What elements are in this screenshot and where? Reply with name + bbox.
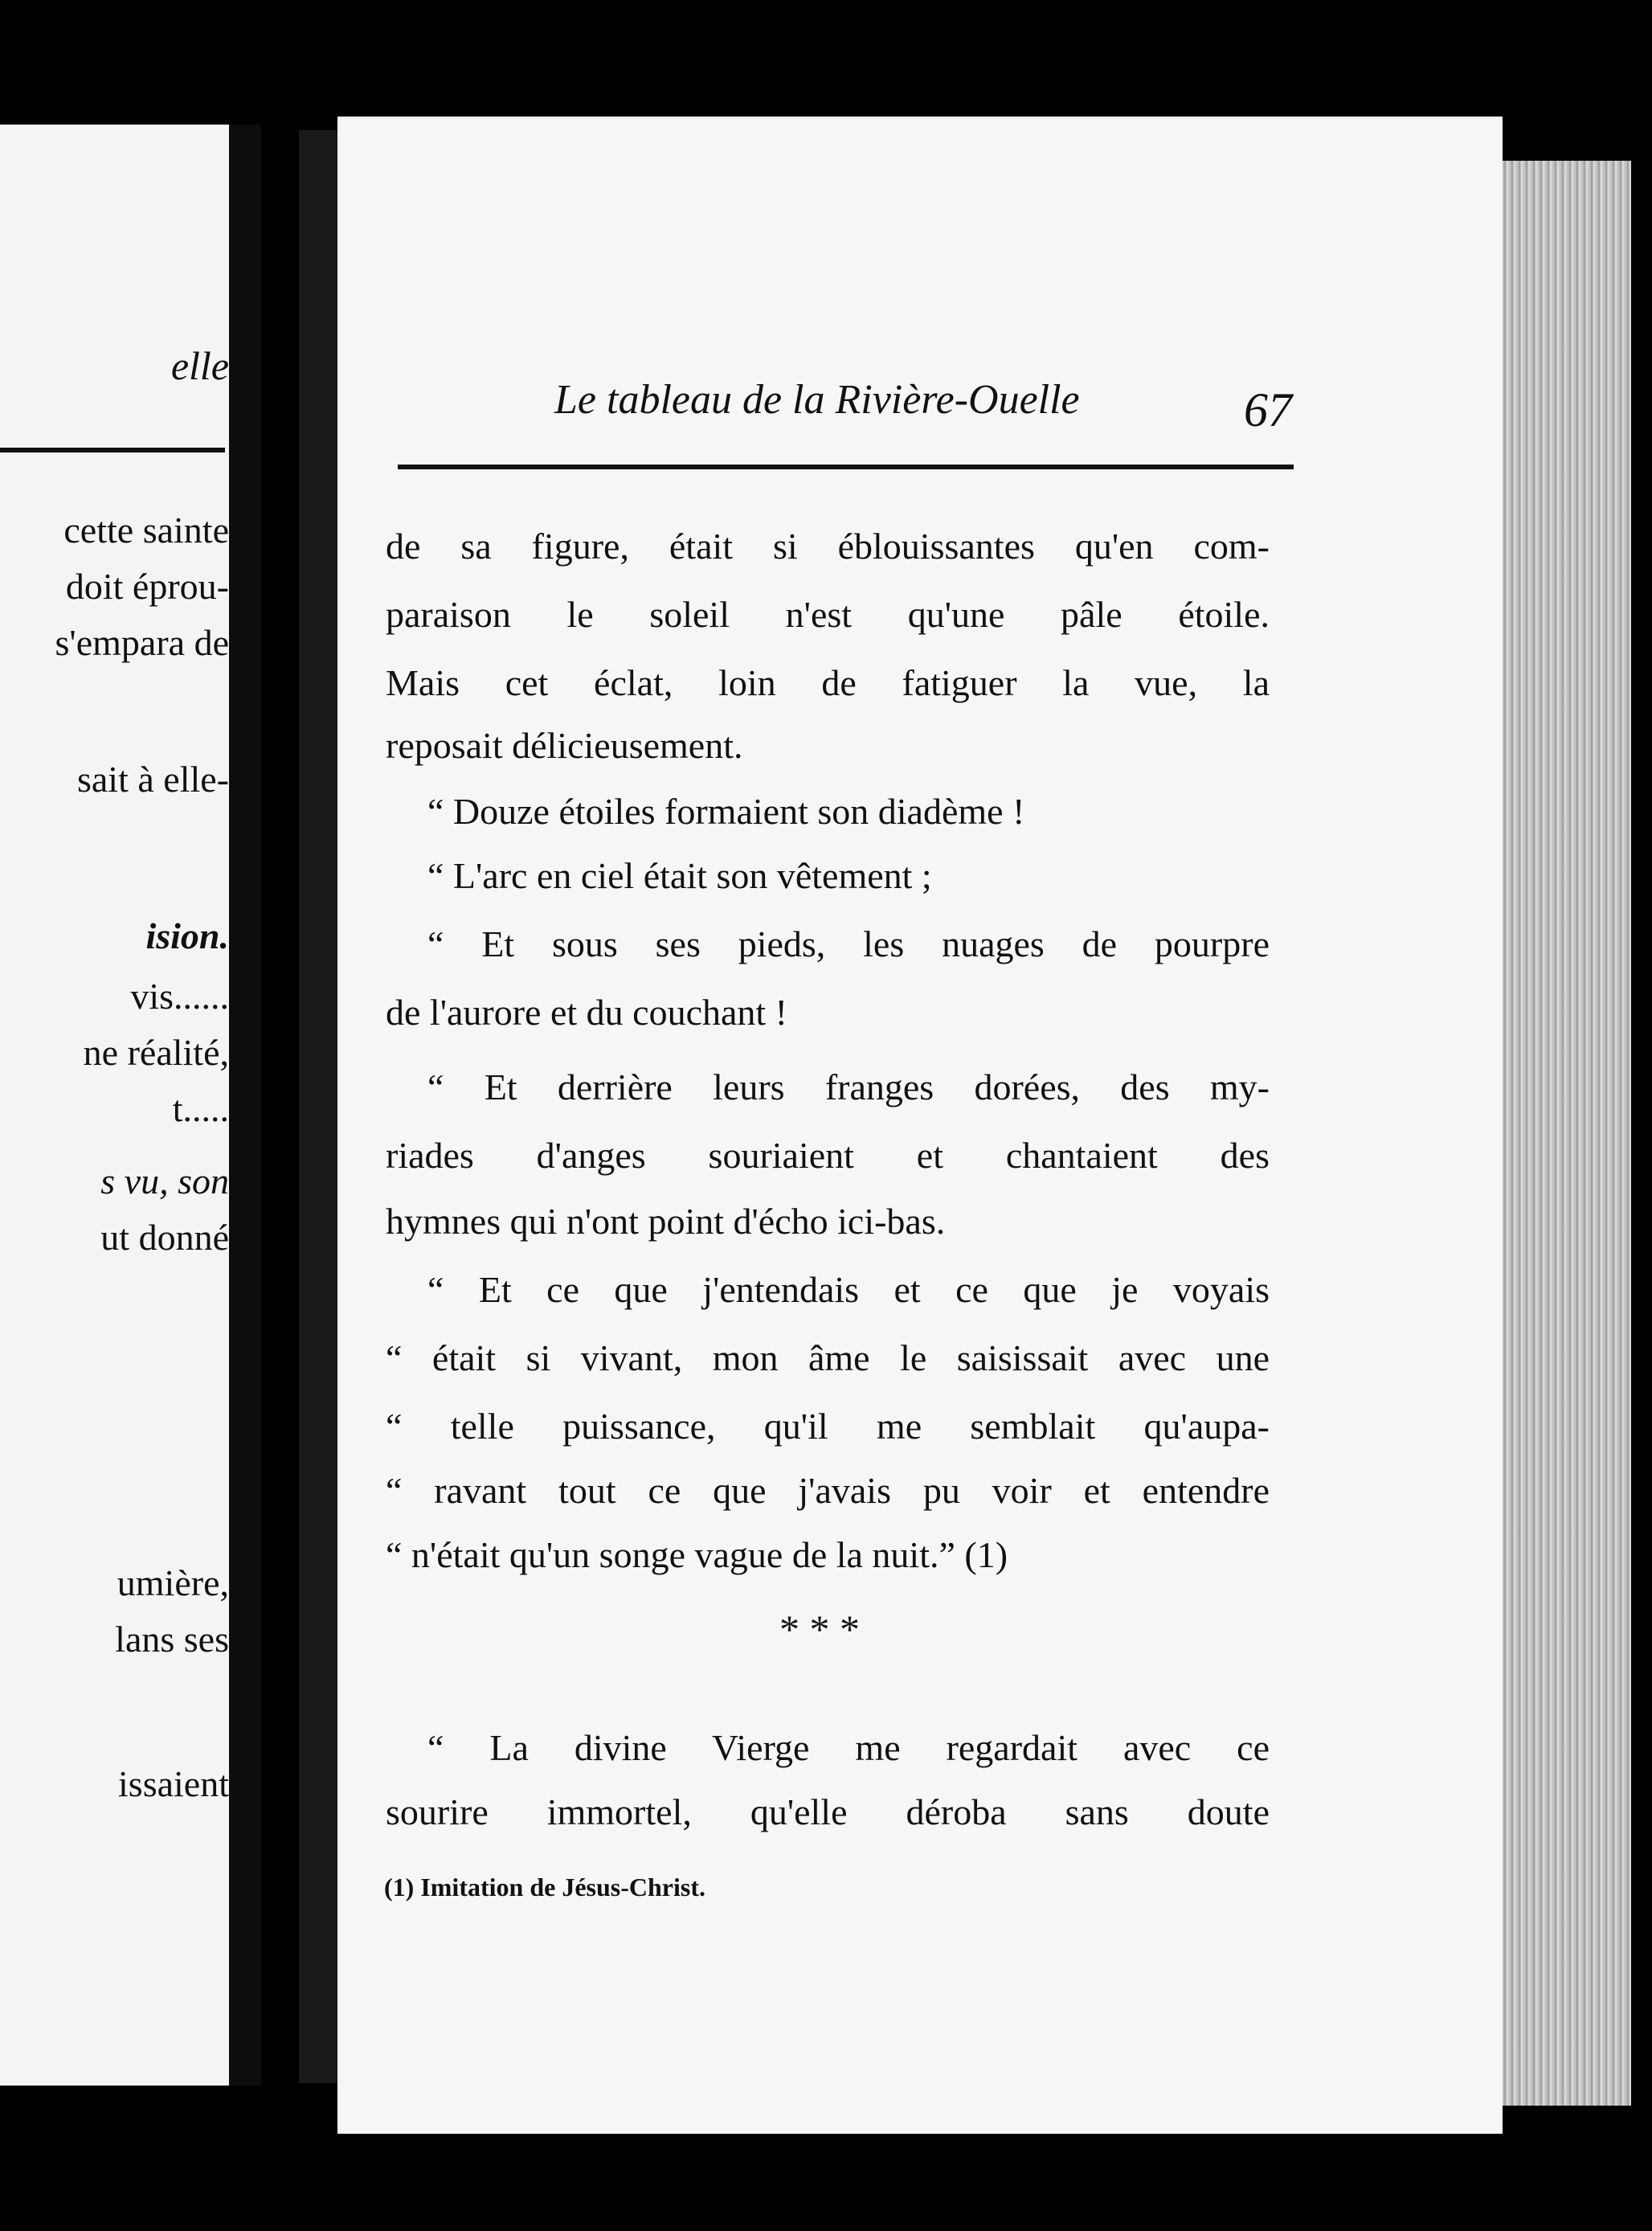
- page-number: 67: [1244, 383, 1292, 436]
- left-line-fragment: ut donné: [100, 1217, 229, 1258]
- text-line: paraison le soleil n'est qu'une pâle étoile.: [386, 594, 1270, 635]
- asterism: * * *: [779, 1607, 860, 1652]
- left-line-fragment: umière,: [117, 1562, 229, 1603]
- text-line: “ L'arc en ciel était son vêtement ;: [427, 855, 932, 896]
- text-line: sourire immortel, qu'elle déroba sans doute: [386, 1791, 1270, 1832]
- left-running-head-fragment: elle: [170, 343, 229, 388]
- left-line-fragment: ision.: [145, 915, 229, 956]
- text-line: “ était si vivant, mon âme le saisissait avec une: [386, 1337, 1270, 1378]
- footnote: (1) Imitation de Jésus-Christ.: [384, 1873, 705, 1901]
- text-line: reposait délicieusement.: [386, 725, 743, 766]
- text-line: “ Douze étoiles formaient son diadème !: [427, 791, 1025, 832]
- text-line: “ La divine Vierge me regardait avec ce: [427, 1727, 1270, 1768]
- running-head: Le tableau de la Rivière-Ouelle: [554, 377, 1080, 423]
- gutter-shadow: [299, 130, 337, 2083]
- text-line: “ Et sous ses pieds, les nuages de pourpre: [427, 923, 1270, 964]
- page-edges: [1503, 161, 1631, 2106]
- text-line: “ telle puissance, qu'il me semblait qu'aupa-: [386, 1406, 1270, 1447]
- text-line: “ n'était qu'un songe vague de la nuit.” (1): [386, 1534, 1008, 1575]
- left-line-fragment: cette sainte: [63, 510, 229, 551]
- left-line-fragment: s'empara de: [55, 622, 229, 663]
- left-line-fragment: s vu, son: [100, 1161, 229, 1201]
- left-page: [0, 125, 229, 2086]
- left-line-fragment: doit éprou-: [65, 566, 229, 607]
- text-line: “ Et derrière leurs franges dorées, des my-: [427, 1066, 1270, 1107]
- left-line-fragment: t.....: [172, 1088, 229, 1129]
- text-line: “ ravant tout ce que j'avais pu voir et entendre: [386, 1470, 1270, 1511]
- text-line: Mais cet éclat, loin de fatiguer la vue, la: [386, 662, 1270, 703]
- text-line: “ Et ce que j'entendais et ce que je voyais: [427, 1269, 1270, 1310]
- left-line-fragment: sait à elle-: [76, 759, 229, 800]
- text-line: de sa figure, était si éblouissantes qu'en com-: [386, 526, 1270, 567]
- left-line-fragment: vis......: [130, 976, 229, 1017]
- text-line: hymnes qui n'ont point d'écho ici-bas.: [386, 1201, 946, 1242]
- book-gutter: [229, 125, 261, 2086]
- left-line-fragment: ne réalité,: [83, 1032, 229, 1073]
- head-rule: [398, 465, 1294, 469]
- text-line: de l'aurore et du couchant !: [386, 992, 788, 1033]
- left-head-rule: [0, 448, 225, 452]
- text-line: riades d'anges souriaient et chantaient des: [386, 1135, 1270, 1176]
- left-line-fragment: lans ses: [115, 1619, 229, 1660]
- left-line-fragment: issaient: [118, 1763, 229, 1804]
